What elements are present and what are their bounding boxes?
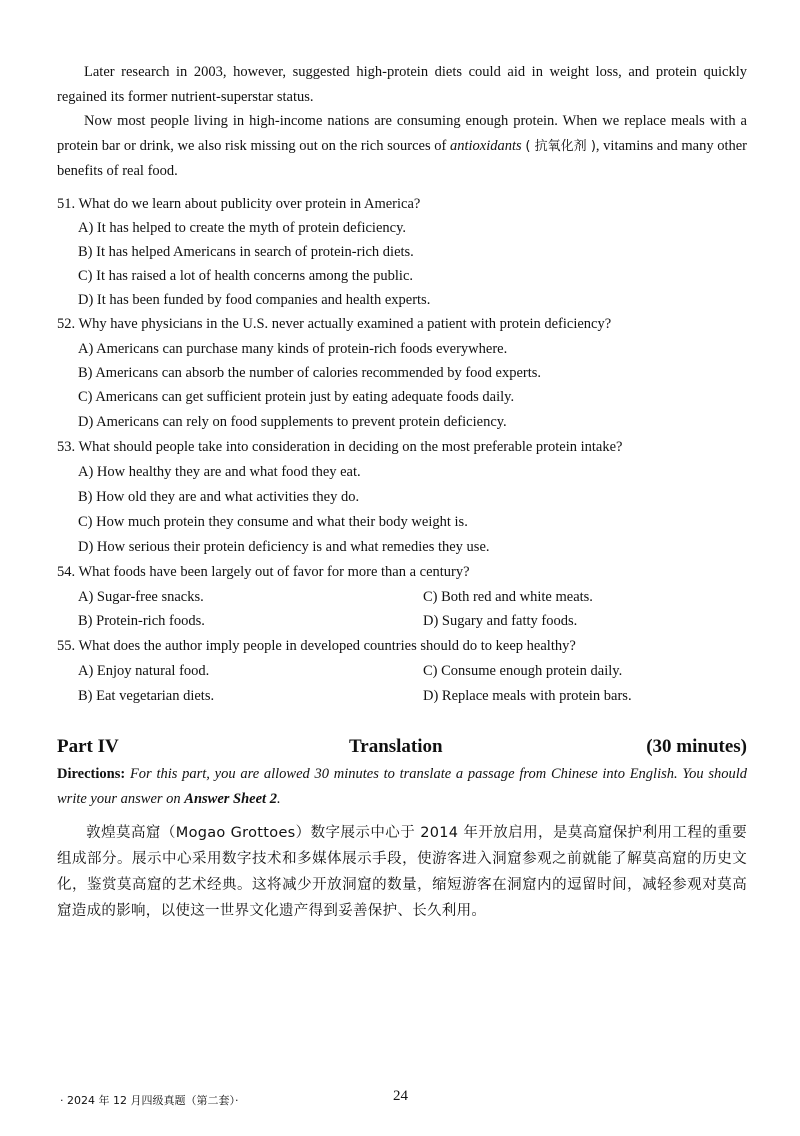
directions-end: . xyxy=(276,790,281,807)
question-53-stem: 53. What should people take into consideration in deciding on the most preferable protein intake? xyxy=(57,439,623,455)
part-label: Part IV xyxy=(57,736,119,757)
passage-paragraph-1 xyxy=(57,60,747,109)
question-55-stem: 55. What does the author imply people in developed countries should do to keep healthy? xyxy=(57,638,576,654)
question-52-option-a: A) Americans can purchase many kinds of protein-rich foods everywhere. xyxy=(78,341,508,357)
passage-paragraph-2-text: Now most people living in high-income nations are consuming enough protein. When we replace meals with a protein bar or drink, we also risk missing out on the rich sources of xyxy=(57,113,747,154)
question-55-option-b: B) Eat vegetarian diets. xyxy=(78,688,215,704)
question-54-stem: 54. What foods have been largely out of favor for more than a century? xyxy=(57,564,470,580)
passage-paragraph-1-text: Later research in 2003, however, suggested high-protein diets could aid in weight loss, and protein quickly regained its former nutrient-superstar status. xyxy=(57,64,747,105)
footer-exam-title: · 2024 年 12 月四级真题（第二套）· xyxy=(60,1094,239,1107)
question-53-option-c: C) How much protein they consume and what their body weight is. xyxy=(78,514,468,530)
question-55-option-d: D) Replace meals with protein bars. xyxy=(423,688,632,704)
question-54-option-d: D) Sugary and fatty foods. xyxy=(423,613,578,629)
question-51-option-a: A) It has helped to create the myth of protein deficiency. xyxy=(78,220,406,236)
question-52-option-c: C) Americans can get sufficient protein just by eating adequate foods daily. xyxy=(78,389,515,405)
passage-paragraph-2 xyxy=(57,109,747,184)
question-52-option-d: D) Americans can rely on food supplements to prevent protein deficiency. xyxy=(78,414,507,430)
directions-label: Directions: xyxy=(57,766,126,782)
directions-sheet: Answer Sheet 2 xyxy=(184,790,277,807)
page-number: 24 xyxy=(393,1088,408,1104)
antioxidants-gloss: ( 抗氧化剂 ) xyxy=(525,138,596,154)
question-53-option-a: A) How healthy they are and what food they eat. xyxy=(78,464,361,480)
question-52-option-b: B) Americans can absorb the number of calories recommended by food experts. xyxy=(78,365,542,381)
question-51-stem: 51. What do we learn about publicity over protein in America? xyxy=(57,196,421,212)
question-53-option-d: D) How serious their protein deficiency is and what remedies they use. xyxy=(78,539,490,555)
question-53-option-b: B) How old they are and what activities they do. xyxy=(78,489,360,505)
question-55-option-a: A) Enjoy natural food. xyxy=(78,663,210,679)
translation-passage xyxy=(57,820,747,924)
translation-text: 敦煌莫高窟（Mogao Grottoes）数字展示中心于 2014 年开放启用，是莫高窟保护利用工程的重要组成部分。展示中心采用数字技术和多媒体展示手段，使游客进入洞窟参观之前就能了解莫高窟的历史文化，鉴赏莫高窟的艺术经典。这将减少开放洞窟的数量，缩短游客在洞窟内的逗留时间，减轻参观对莫高窟造成的影响，以使这一世界文化遗产得到妥善保护、长久利用。 xyxy=(57,825,747,919)
question-51-option-b: B) It has helped Americans in search of protein-rich diets. xyxy=(78,244,414,260)
question-55-option-c: C) Consume enough protein daily. xyxy=(423,663,623,679)
part-heading xyxy=(57,736,747,762)
question-51-option-c: C) It has raised a lot of health concerns among the public. xyxy=(78,268,414,284)
directions-text: For this part, you are allowed 30 minutes to translate a passage from Chinese into English. You should write your answer on xyxy=(57,766,748,807)
question-54-option-b: B) Protein-rich foods. xyxy=(78,613,205,629)
question-54-option-c: C) Both red and white meats. xyxy=(423,589,593,605)
directions xyxy=(57,762,747,811)
part-time: (30 minutes) xyxy=(646,736,747,757)
antioxidants-term: antioxidants xyxy=(449,137,522,154)
part-title: Translation xyxy=(349,736,443,757)
question-51-option-d: D) It has been funded by food companies and health experts. xyxy=(78,292,431,308)
passage-paragraph-2-end: , vitamins and many other benefits of real food. xyxy=(57,137,748,179)
question-54-option-a: A) Sugar-free snacks. xyxy=(78,589,204,605)
question-52-stem: 52. Why have physicians in the U.S. never actually examined a patient with protein deficiency? xyxy=(57,316,612,332)
